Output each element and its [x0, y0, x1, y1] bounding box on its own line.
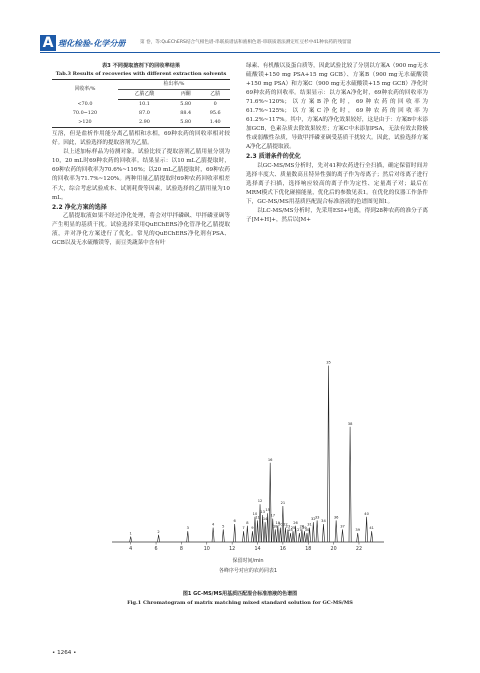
peak-label: 7 — [242, 526, 245, 531]
table3-col-header: 丙酮 — [171, 90, 201, 100]
table3-row-header: 回收率/% — [52, 80, 118, 100]
figure1-caption-cn: 图1 GC-MS/MS用基质匹配混合标准溶液的色谱图 — [182, 591, 298, 597]
table3-cell: 5.80 — [180, 101, 192, 108]
chromatogram-peak — [251, 531, 253, 542]
chromatogram-peak — [365, 517, 367, 542]
table3-cell: 87.0 — [139, 110, 150, 117]
x-tick-label: 12 — [229, 547, 236, 552]
chromatogram-peak — [349, 427, 351, 542]
chromatogram-peak — [327, 366, 329, 542]
body-paragraph: 以GC-MS/MS分析时，先对41种农药进行全扫描，确定保留时间并选择丰度大、质量数高且特异性强的离子作为母离子；然后对母离子进行选择离子扫描，选择响应较高的离子作为定性、定量离子对；最后在MRM模式下优化碰撞能量，优化后的参数见表1。在优化的仪器工作条件下，GC-MS/MS用基质匹配混合标准溶液的色谱图见图1。 — [246, 162, 428, 205]
page-header — [0, 0, 480, 52]
chromatogram-peak — [298, 533, 300, 542]
chromatogram-peak — [256, 520, 258, 542]
peak-label: 19 — [275, 520, 281, 525]
body-paragraph: 乙腈提取液如果不经过净化处理，将会对甲拌磷砜、甲拌磷亚砜等产生明显的基质干扰。试验选择采用QuEChERS净化管净化乙腈提取液，并对净化方案进行了优化。常见的QuEChERS净化剂有PSA、GCB以及无水硫酸镁等，而豆类蔬菜中含有叶 — [52, 212, 230, 246]
chromatogram-svg — [112, 354, 384, 576]
table3-cell: 5.80 — [171, 118, 201, 128]
chromatogram-peak — [269, 463, 271, 542]
peak-label: 28 — [299, 524, 305, 529]
x-axis-label: 保留时间/min — [232, 558, 264, 564]
chromatogram-peak — [306, 533, 308, 542]
peak-label: 10 — [252, 511, 258, 516]
chromatogram-peak — [274, 529, 276, 542]
table3 — [52, 79, 230, 128]
peak-label: 3 — [186, 526, 189, 531]
journal-name: 理化检验-化学分册 — [58, 39, 126, 48]
table3-cell: 88.4 — [180, 110, 192, 117]
chromatogram-peak — [335, 520, 337, 542]
x-tick-label: 4 — [129, 547, 133, 552]
table3-cell: 10.1 — [139, 101, 150, 108]
chromatogram-peak — [272, 519, 274, 542]
chromatogram-peak — [212, 528, 214, 542]
table3-caption-cn: 表3 不同提取溶剂下的回收率结果 — [101, 63, 181, 69]
chromatogram-peak — [341, 529, 343, 542]
table3-group-header: 检出率/% — [118, 80, 230, 90]
peak-label: 31 — [307, 522, 312, 527]
x-tick-label: 20 — [330, 547, 337, 552]
section-heading: 2.3 质谱条件的优化 — [246, 153, 301, 161]
body-paragraph: 以LC-MS/MS分析时，先采用ESI+电离，得到28种农药的准分子离子[M+H]+，然后以[M+ — [246, 207, 428, 223]
peak-label: 35 — [326, 360, 331, 365]
figure1-chromatogram — [112, 354, 384, 576]
peak-label: 22 — [283, 522, 288, 527]
table3-cell: 2.90 — [118, 118, 171, 128]
peak-label: 40 — [364, 511, 369, 516]
peak-label: 37 — [340, 524, 345, 529]
table3-cell: >120 — [52, 118, 118, 128]
chromatogram-peak — [130, 537, 132, 542]
left-column — [52, 62, 230, 248]
x-tick-label: 8 — [179, 547, 183, 552]
peak-label: 14 — [262, 517, 268, 522]
peak-label: 9 — [251, 526, 254, 531]
chromatogram-peak — [187, 531, 189, 542]
peak-label: 38 — [347, 421, 353, 426]
peak-label: 13 — [260, 510, 265, 514]
page-number: • 1264 • — [52, 650, 77, 656]
table3-cell: 1.40 — [200, 118, 230, 128]
body-paragraph: 绿素、有机酸以及蛋白质等，因此试验比较了分别以方案A（900 mg无水硫酸镁+150 mg PSA+15 mg GCB）、方案B（900 mg无水硫酸镁+150 mg PSA）和方案C（900 mg无水硫酸镁+15 mg GCB）净化时69种农药的回收率。结果显示：以方案A净化时，69种农药的回收率为71.6%~120%；以方案B净化时，69种农药的回收率为61.7%~125%；以方案C净化时，69种农药的回收率为61.2%~117%。其中，方案A的净化效果较好，这是由于：方案B中未添加GCB，色素杂质去除效果较差；方案C中未添加PSA，无法有效去除极性或弱酸性杂质，导致甲拌磷亚砜受基质干扰较大。因此，试验选择方案A净化乙腈提取液。 — [246, 63, 429, 151]
peak-label: 23 — [285, 524, 291, 529]
chromatogram-peak — [284, 528, 286, 542]
table3-cell: 0 — [213, 101, 217, 108]
peak-label: 17 — [270, 513, 276, 518]
header-rule — [40, 52, 440, 53]
peak-label: 25 — [290, 526, 296, 531]
table3-col-header: 乙腈 — [200, 90, 230, 100]
peak-label: 11 — [255, 515, 260, 520]
peak-label: 34 — [321, 519, 326, 523]
peak-label: 18 — [272, 524, 278, 529]
peak-label: 29 — [302, 526, 307, 531]
table-row — [52, 100, 230, 110]
peak-label: 30 — [304, 528, 310, 532]
chromatogram-peak — [316, 520, 318, 542]
peak-label: 12 — [257, 499, 263, 504]
peak-label: 21 — [280, 501, 286, 505]
x-tick-label: 16 — [279, 547, 286, 552]
figure1-note: 各峰序号对应的农药同表1 — [218, 568, 278, 574]
chromatogram-peak — [292, 531, 294, 542]
chromatogram-peak — [234, 524, 236, 542]
peak-label: 4 — [211, 522, 215, 527]
table3-cell: <70.0 — [77, 100, 93, 107]
table3-col-header: 乙腈乙酸 — [118, 90, 171, 100]
peak-label: 41 — [369, 526, 374, 531]
chromatogram-peak — [246, 526, 248, 542]
peak-label: 1 — [129, 531, 132, 536]
chromatogram-peak — [254, 517, 256, 542]
chromatogram-peak — [279, 528, 281, 542]
peak-label: 36 — [333, 515, 339, 520]
peak-label: 24 — [288, 528, 293, 532]
figure1-caption-en: Fig.1 Chromatogram of matrix matching mixed standard solution for GC-MS/MS — [127, 600, 353, 606]
chromatogram-peak — [322, 524, 324, 542]
table-row — [52, 109, 230, 118]
peak-label: 32 — [311, 517, 316, 522]
chromatogram-peak — [157, 535, 159, 542]
chromatogram-peak — [242, 531, 244, 542]
table3-cell: 95.6 — [209, 110, 221, 117]
peak-label: 8 — [246, 520, 249, 525]
peak-label: 16 — [267, 457, 273, 462]
peak-label: 15 — [265, 508, 270, 513]
section-heading: 2.2 净化方案的选择 — [52, 203, 107, 211]
x-tick-label: 6 — [154, 547, 158, 552]
table3-cell: 70.0~120 — [72, 110, 98, 117]
x-tick-label: 22 — [355, 547, 363, 552]
chromatogram-peak — [312, 522, 314, 542]
chromatogram-peak — [371, 531, 373, 542]
chromatogram-peak — [264, 522, 266, 542]
table3-caption-en: Tab.3 Results of recoveries with different extraction solvents — [55, 71, 227, 77]
peak-label: 6 — [233, 519, 236, 523]
peak-label: 26 — [293, 520, 298, 525]
body-paragraph: 以上述加标样品为待测对象，试验比较了提取溶剂乙腈用量分别为10，20 mL时69种农药的回收率。结果显示：以10 mL乙腈提取时，69种农药的回收率为70.6%~116%；以20 mL乙腈提取时，69种农药的回收率为71.7%~120%。两种用量乙腈提取时69种农药回收率相差不大，综合考虑试验成本、试剂耗费等因素，试验选择的乙腈用量为10 mL。 — [52, 149, 230, 201]
chromatogram-peak — [222, 529, 224, 542]
peak-label: 39 — [355, 528, 360, 532]
x-tick-label: 14 — [254, 547, 261, 552]
peak-label: 27 — [297, 528, 302, 532]
chromatogram-peak — [289, 533, 291, 542]
running-title: 第 卷，等:QuEChERS结合气相色谱-串联质谱法和液相色谱-串联质谱法测定红豆杉中41种农药的残留量 — [140, 40, 352, 45]
x-tick-label: 10 — [203, 547, 210, 552]
right-column — [246, 62, 428, 225]
peak-label: 33 — [314, 515, 320, 520]
chromatogram-peak — [303, 531, 305, 542]
peak-label: 20 — [278, 522, 283, 527]
peak-label: 2 — [157, 529, 160, 534]
body-paragraph: 互溶，但是盐析作用能分离乙腈相和水相，69种农药的回收率相对较好。因此，试验选择的提取溶剂为乙腈。 — [52, 131, 230, 147]
x-tick-label: 18 — [305, 547, 312, 552]
table-row — [52, 118, 230, 128]
journal-logo-icon: A — [40, 35, 56, 51]
chromatogram-peak — [357, 533, 359, 542]
peak-label: 5 — [222, 524, 225, 529]
